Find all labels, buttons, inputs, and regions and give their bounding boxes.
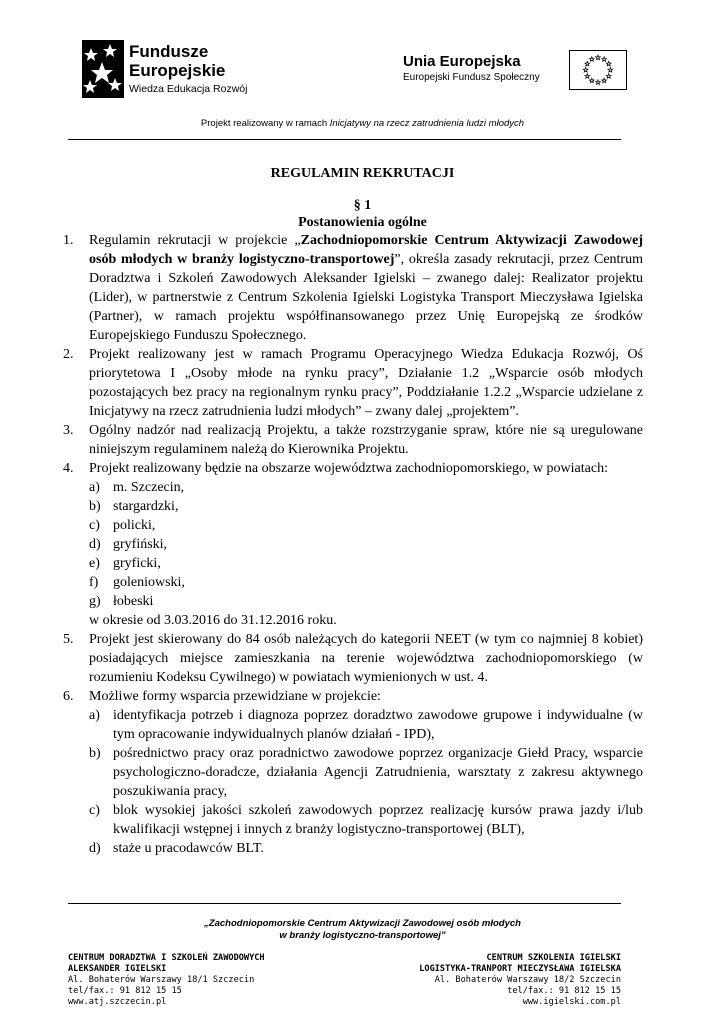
sub-item-text: gryficki, <box>113 556 161 571</box>
sub-item-text: m. Szczecin, <box>113 480 185 495</box>
item-text: Projekt realizowany będzie na obszarze województwa zachodniopomorskiego, w powiatach: <box>89 461 608 476</box>
item-text: Możliwe formy wsparcia przewidziane w projekcie: <box>89 689 381 704</box>
sub-item <box>89 839 643 858</box>
sub-item-letter: e) <box>89 556 100 571</box>
eu-logo-line1: Unia Europejska <box>403 53 521 70</box>
header-note <box>0 118 725 129</box>
sub-item-text: identyfikacja potrzeb i diagnoza poprzez doradztwo zawodowe grupowe i indywidualne (w tym opracowanie indywidualnych planów działań - IPD), <box>113 708 643 742</box>
sub-item <box>89 573 643 592</box>
header-note-italic: Inicjatywy na rzecz zatrudnienia ludzi młodych <box>329 118 525 129</box>
list-item <box>63 345 643 421</box>
eu-flag-star <box>596 55 601 59</box>
eu-flag-star <box>606 74 611 78</box>
sub-item-text: staże u pracodawców BLT. <box>113 841 264 856</box>
item-number: 6. <box>63 689 74 704</box>
footer-project-name <box>0 918 725 942</box>
eu-flag-icon <box>569 50 627 90</box>
item-number: 5. <box>63 632 74 647</box>
project-name: Zachodniopomorskie Centrum Aktywizacji Zawodowej osób młodych w branży logistyczno-transportowej <box>89 233 643 267</box>
sub-item-text: stargardzki, <box>113 499 179 514</box>
sub-item-text: goleniowski, <box>113 575 185 590</box>
sub-item-letter: a) <box>89 708 100 723</box>
sub-item-letter: b) <box>89 746 101 761</box>
footer-left-name2: ALEKSANDER IGIELSKI <box>68 964 167 974</box>
eu-logo-line2: Europejski Fundusz Społeczny <box>403 72 540 83</box>
footer-project-line1: „Zachodniopomorskie Centrum Aktywizacji Zawodowej osób młodych <box>204 918 521 929</box>
footer-right-web[interactable]: www.igielski.com.pl <box>522 997 621 1007</box>
footer-right-name2: LOGISTYKA-TRANPORT MIECZYSŁAWA IGIELSKA <box>419 964 621 974</box>
sub-item-letter: f) <box>89 575 99 590</box>
header-divider <box>68 139 621 140</box>
item-text-post: ”, określa zasady rekrutacji, przez Centrum Doradztwa i Szkoleń Zawodowych Aleksander Igielski – zwanego dalej: Realizator projektu (Lider), w partnerstwie z Centrum Szkolenia Igielski Logistyka Transport Mieczysława Igielska (Partner), w ramach projektu współfinansowanego przez Unię Europejską ze środków Europejskiego Funduszu Społecznego. <box>89 252 643 343</box>
list-item <box>63 231 643 345</box>
footer-left-name1: CENTRUM DORADZTWA I SZKOLEŃ ZAWODOWYCH <box>68 953 265 963</box>
eu-flag-star <box>596 80 601 84</box>
list-item <box>63 687 643 858</box>
sub-item-text: łobeski <box>113 594 154 609</box>
item-text <box>89 231 643 345</box>
sub-item-letter: b) <box>89 499 101 514</box>
list-item <box>63 459 643 630</box>
sub-item-letter: d) <box>89 841 101 856</box>
sub-item-letter: a) <box>89 480 100 495</box>
fundusze-europejskie-logo <box>82 40 282 110</box>
sub-item <box>89 592 643 611</box>
eu-flag-star <box>585 61 590 65</box>
sub-item-letter: d) <box>89 537 101 552</box>
footer-divider <box>68 903 621 904</box>
sub-item-letter: g) <box>89 594 101 609</box>
sub-item-text: blok wysokiej jakości szkoleń zawodowych poprzez realizację kursów prawa jazdy i/lub kwalifikacji wstępnej i innych z branży logistyczno-transportowej (BLT), <box>113 803 643 837</box>
item-content <box>89 687 643 858</box>
footer-right-name1: CENTRUM SZKOLENIA IGIELSKI <box>486 953 621 963</box>
sub-item-text: policki, <box>113 518 156 533</box>
section-number: § 1 <box>353 198 372 213</box>
sub-item <box>89 478 643 497</box>
sub-item <box>89 497 643 516</box>
eu-flag-star <box>606 61 611 65</box>
sub-item-letter: c) <box>89 518 100 533</box>
eu-flag-star <box>589 57 594 61</box>
sub-item <box>89 554 643 573</box>
document-title: REGULAMIN REKRUTACJI <box>270 166 455 181</box>
eu-flag-star <box>602 57 607 61</box>
eu-flag-star <box>602 78 607 82</box>
eu-flag-star <box>583 68 588 72</box>
section-title: Postanowienia ogólne <box>298 215 427 230</box>
footer-contact-right <box>419 953 621 1008</box>
footer-right-phone: tel/fax.: 91 812 15 15 <box>507 986 621 996</box>
item-number: 2. <box>63 347 74 362</box>
eu-flag-star <box>589 78 594 82</box>
sub-item <box>89 801 643 839</box>
footer-project-line2: w branży logistyczno-transportowej” <box>279 930 446 941</box>
item-text: Projekt jest skierowany do 84 osób należących do kategorii NEET (w tym co najmniej 8 kobiet) posiadających miejsce zamieszkania na terenie województwa zachodniopomorskiego (w rozumieniu Kodeksu Cywilnego) w powiatach wymienionych w ust. 4. <box>89 632 643 685</box>
unia-europejska-logo <box>403 53 633 103</box>
sub-item <box>89 516 643 535</box>
sub-item-text: gryfiński, <box>113 537 168 552</box>
item-text: Projekt realizowany jest w ramach Programu Operacyjnego Wiedza Edukacja Rozwój, Oś priorytetowa I „Osoby młode na rynku pracy”, Działanie 1.2 „Wsparcie osób młodych pozostających bez pracy na regionalnym rynku pracy”, Poddziałanie 1.2.2 „Wsparcie udzielane z Inicjatywy na rzecz zatrudnienia ludzi młodych” – zwany dalej „projektem”. <box>89 347 643 419</box>
fundusze-europejskie-star-icon <box>82 40 124 98</box>
item-number: 1. <box>63 233 74 248</box>
document-body <box>63 231 643 858</box>
footer-left-web[interactable]: www.atj.szczecin.pl <box>68 997 167 1007</box>
sub-item-text: pośrednictwo pracy oraz poradnictwo zawodowe poprzez organizacje Giełd Pracy, wsparcie psychologiczno-doradcze, działania Agencji Zatrudnienia, warsztaty z zakresu aktywnego poszukiwania pracy, <box>113 746 643 799</box>
item-text: Ogólny nadzór nad realizacją Projektu, a także rozstrzyganie spraw, które nie są uregulowane niniejszym regulaminem należą do Kierownika Projektu. <box>89 423 643 457</box>
item-period: w okresie od 3.03.2016 do 31.12.2016 roku. <box>89 613 337 628</box>
eu-flag-star <box>585 74 590 78</box>
page-header <box>0 0 725 150</box>
header-note-prefix: Projekt realizowany w ramach <box>200 118 330 129</box>
fe-logo-line2: Europejskie <box>129 61 226 80</box>
fe-logo-line1: Fundusze <box>129 42 209 61</box>
item-content <box>89 459 643 630</box>
item-text-pre: Regulamin rekrutacji w projekcie „ <box>89 233 301 248</box>
fe-logo-line3: Wiedza Edukacja Rozwój <box>129 83 248 95</box>
footer-contact-left <box>68 953 265 1008</box>
footer-left-address: Al. Bohaterów Warszawy 18/1 Szczecin <box>68 975 255 985</box>
sub-item <box>89 535 643 554</box>
eu-flag-star <box>608 68 613 72</box>
footer-left-phone: tel/fax.: 91 812 15 15 <box>68 986 182 996</box>
sub-item <box>89 706 643 744</box>
item-number: 3. <box>63 423 74 438</box>
list-item <box>63 630 643 687</box>
sub-item-letter: c) <box>89 803 100 818</box>
item-number: 4. <box>63 461 74 476</box>
footer-right-address: Al. Bohaterów Warszawy 18/2 Szczecin <box>434 975 621 985</box>
list-item <box>63 421 643 459</box>
sub-item <box>89 744 643 801</box>
